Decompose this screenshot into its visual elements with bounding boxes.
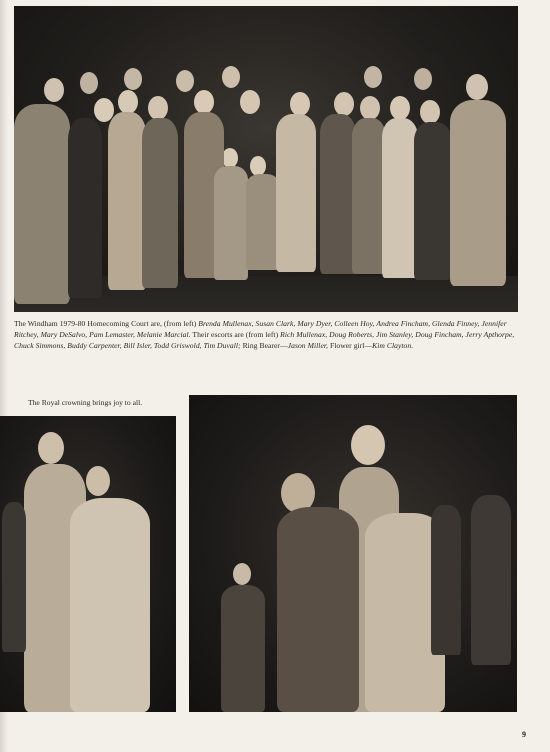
photo-figure-head	[334, 92, 354, 116]
photo-figure-head	[364, 66, 382, 88]
crowning-ceremony-photo	[189, 395, 517, 712]
photo-figure-queen	[70, 498, 150, 712]
photo-figure-dress	[320, 114, 356, 274]
photo-figure-dress	[108, 112, 146, 290]
photo-figure-head	[148, 96, 168, 120]
photo-figure-background	[471, 495, 511, 665]
photo-figure-escort	[450, 100, 506, 286]
homecoming-court-photo	[14, 6, 518, 312]
photo-figure-head	[80, 72, 98, 94]
photo-figure-head	[250, 156, 266, 176]
photo-figure-crowner	[277, 507, 359, 712]
photo-figure-dress	[382, 118, 418, 278]
court-caption	[14, 318, 520, 351]
photo-figure-head	[44, 78, 64, 102]
photo-figure-background	[2, 502, 26, 652]
crowning-couple-photo	[0, 416, 176, 712]
photo-figure-head	[86, 466, 110, 496]
photo-figure-head	[414, 68, 432, 90]
photo-figure-flower-girl	[246, 174, 280, 270]
caption-escorts-intro: Their escorts are (from left)	[192, 330, 279, 339]
caption-court-names: Brenda Mullenax, Susan Clark, Mary Dyer, Colleen Hoy, Andrea Fincham, Glenda Finney, Jennifer Ritchey, Mary DeSalvo, Pam Lemaster, Melanie Marcial.	[14, 319, 507, 339]
photo-figure-head	[240, 90, 260, 114]
photo-figure-head	[222, 66, 240, 88]
photo-figure-head	[420, 100, 440, 124]
caption-flower-girl-name: Kim Clayton.	[372, 341, 414, 350]
caption-flower-girl-label: Flower girl—	[329, 341, 373, 350]
photo-figure-head	[466, 74, 488, 100]
photo-figure-head	[38, 432, 64, 464]
photo-figure-head	[118, 90, 138, 114]
photo-figure-ring-bearer	[214, 166, 248, 280]
photo-figure-head	[351, 425, 385, 465]
photo-figure-dress	[142, 118, 178, 288]
photo-figure-head	[290, 92, 310, 116]
crowning-caption: The Royal crowning brings joy to all.	[28, 398, 143, 407]
photo-figure-head	[360, 96, 380, 120]
caption-ring-bearer-name: Jason Miller,	[287, 341, 328, 350]
photo-figure-head	[194, 90, 214, 114]
caption-escort-names: Rich Mullenax, Doug Roberts, Jim Stanley, Doug Fincham, Jerry Apthorpe, Chuck Simmons, Buddy Carpenter, Bill Isler, Todd Griswold, Tim Duvall;	[14, 330, 515, 350]
photo-figure-head	[233, 563, 251, 585]
photo-figure-ring-bearer	[221, 585, 265, 712]
photo-figure-head	[390, 96, 410, 120]
photo-figure-background	[431, 505, 461, 655]
photo-figure-dress	[68, 118, 102, 298]
page-number: 9	[522, 730, 526, 739]
photo-figure-dress	[276, 114, 316, 272]
photo-figure-head	[222, 148, 238, 168]
photo-figure-dress	[352, 118, 386, 274]
caption-ring-bearer-label: Ring Bearer—	[242, 341, 288, 350]
caption-intro: The Windham 1979-80 Homecoming Court are, (from left)	[14, 319, 197, 328]
photo-figure-head	[124, 68, 142, 90]
photo-figure-dress	[414, 122, 452, 280]
photo-figure-escort	[14, 104, 70, 304]
photo-figure-head	[176, 70, 194, 92]
